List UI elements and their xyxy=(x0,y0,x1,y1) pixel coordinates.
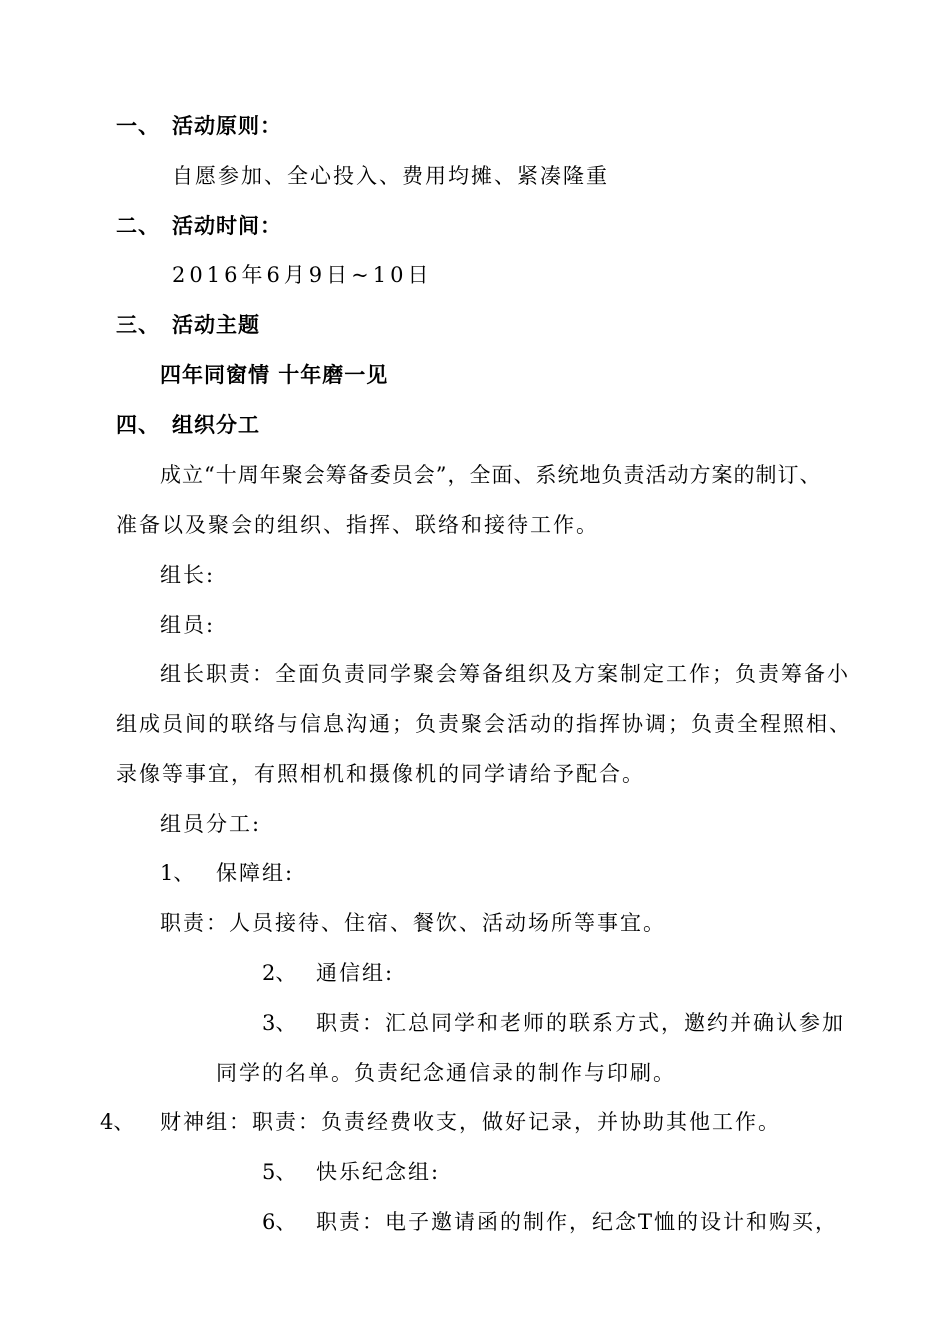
group-number-6: 6、 xyxy=(262,1210,297,1234)
group-number-1: 1、 xyxy=(160,861,195,885)
section-content-1: 自愿参加、全心投入、费用均摊、紧凑隆重 xyxy=(172,164,609,188)
leader-duty-line-2: 组成员间的联络与信息沟通；负责聚会活动的指挥协调；负责全程照相、 xyxy=(116,712,852,736)
members-label: 组员: xyxy=(160,613,216,637)
group-number-2: 2、 xyxy=(262,961,297,985)
section-title-3: 活动主题 xyxy=(172,313,260,337)
division-label: 组员分工: xyxy=(160,812,262,836)
section-title-4: 组织分工 xyxy=(172,413,260,437)
section-number-1: 一、 xyxy=(116,114,160,138)
group-number-3: 3、 xyxy=(262,1011,297,1035)
group-name-2: 通信组: xyxy=(316,961,395,985)
section-number-2: 二、 xyxy=(116,214,160,238)
section-title-2: 活动时间： xyxy=(172,214,282,238)
group-number-5: 5、 xyxy=(262,1160,297,1184)
leader-label: 组长: xyxy=(160,563,216,587)
section-number-3: 三、 xyxy=(116,313,160,337)
group-duty-1: 职责：人员接待、住宿、餐饮、活动场所等事宜。 xyxy=(160,911,666,935)
section-number-4: 四、 xyxy=(116,413,160,437)
org-intro-line-1: 成立“十周年聚会筹备委员会”，全面、系统地负责活动方案的制订、 xyxy=(160,463,822,487)
group-duty-3-line-1: 职责：汇总同学和老师的联系方式，邀约并确认参加 xyxy=(316,1011,845,1035)
org-intro-line-2: 准备以及聚会的组织、指挥、联络和接待工作。 xyxy=(116,513,599,537)
group-name-5: 快乐纪念组: xyxy=(316,1160,441,1184)
leader-duty-line-3: 录像等事宜，有照相机和摄像机的同学请给予配合。 xyxy=(116,762,645,786)
section-title-1: 活动原则： xyxy=(172,114,282,138)
group-text-4: 财神组：职责：负责经费收支，做好记录，并协助其他工作。 xyxy=(160,1110,781,1134)
group-duty-6: 职责：电子邀请函的制作，纪念T恤的设计和购买， xyxy=(316,1210,839,1234)
group-duty-3-line-2: 同学的名单。负责纪念通信录的制作与印刷。 xyxy=(216,1061,676,1085)
leader-duty-line-1: 组长职责：全面负责同学聚会筹备组织及方案制定工作；负责筹备小 xyxy=(160,662,850,686)
group-name-1: 保障组: xyxy=(216,861,295,885)
section-content-2: 2016年6月9日~10日 xyxy=(172,263,433,287)
group-number-4: 4、 xyxy=(100,1110,135,1134)
section-content-3: 四年同窗情 十年磨一见 xyxy=(160,363,389,387)
